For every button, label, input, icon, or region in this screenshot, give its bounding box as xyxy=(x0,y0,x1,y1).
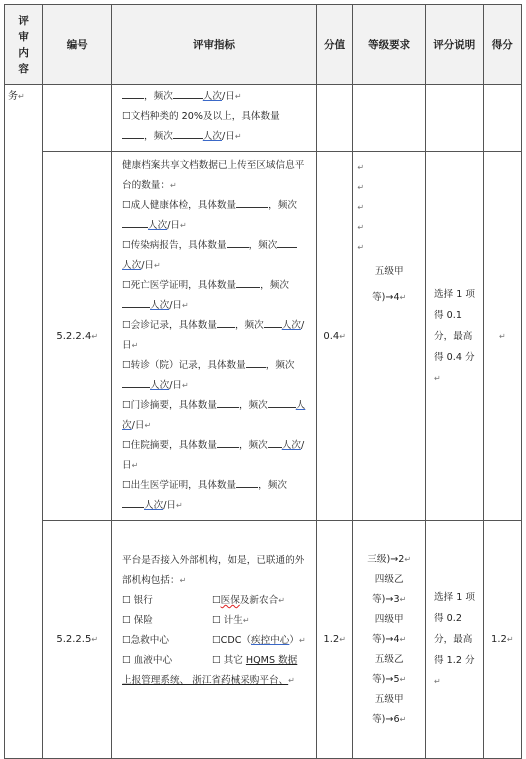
number-cell: 5.2.2.4↵ xyxy=(43,152,112,521)
list-item: ☐出生医学证明，具体数量 ，频次人次/日↵ xyxy=(122,476,306,516)
list-item: ☐成人健康体检，具体数量 ，频次人次/日↵ xyxy=(122,196,306,236)
grade-cell-continued xyxy=(353,85,426,152)
table-header-row xyxy=(5,5,522,85)
explain-cell: 选择 1 项得 0.1 分，最高得 0.4 分↵ xyxy=(426,152,484,521)
score-value: 0.4 xyxy=(323,330,340,342)
explain-text: 选择 1 项得 0.1 分，最高得 0.4 分 xyxy=(434,288,476,363)
list-item: ☐会诊记录，具体数量 ，频次 人次/日↵ xyxy=(122,316,306,356)
review-table xyxy=(4,4,522,759)
list-item: ☐住院摘要，具体数量 ，频次 人次/日↵ xyxy=(122,436,306,476)
cont-line3-post: /日 xyxy=(221,131,235,142)
score-cell-continued xyxy=(316,85,352,152)
number-cell-continued xyxy=(43,85,112,152)
header-grade: 等级要求 xyxy=(353,5,426,85)
list-item: ☐门诊摘要，具体数量 ，频次 人次/日↵ xyxy=(122,396,306,436)
grade-cell: ↵ ↵ ↵ ↵ ↵ 五级甲 等)→4↵ xyxy=(353,152,426,521)
points-cell: ↵ xyxy=(483,152,521,521)
cont-line2-text: ☐文档种类的 20%及以上，具体数量 xyxy=(122,111,280,122)
number-cell: 5.2.2.5↵ xyxy=(43,521,112,759)
indicator-cell-continued: ，频次 人次/日↵ ☐文档种类的 20%及以上，具体数量 ，频次 人次/日↵ xyxy=(112,85,317,152)
grade-line-2: 等)→4 xyxy=(372,292,400,303)
cont-line3-text: ，频次 xyxy=(144,131,173,142)
table-row-5-2-2-5 xyxy=(5,521,522,759)
indicator-intro: 平台是否接入外部机构，如是，已联通的外部机构包括： xyxy=(122,555,305,586)
review-content-text: 务 xyxy=(8,91,18,102)
list-item: ☐死亡医学证明，具体数量 ，频次人次/日↵ xyxy=(122,276,306,316)
review-content-cell: 务↵ xyxy=(5,85,43,759)
score-cell: 1.2↵ xyxy=(316,521,352,759)
grade-cell: 三级)→2↵ 四级乙 等)→3↵ 四级甲 等)→4↵ 五级乙 等)→5↵ 五级甲 等)→6↵ xyxy=(353,521,426,759)
table-row-continued xyxy=(5,85,522,152)
row-number: 5.2.2.5 xyxy=(56,634,92,645)
cont-line1-text: ，频次 xyxy=(144,91,173,102)
table-row-5-2-2-4 xyxy=(5,152,522,521)
explain-text: 选择 1 项得 0.2 分，最高得 1.2 分 xyxy=(434,592,476,666)
explain-cell-continued xyxy=(426,85,484,152)
header-explain: 评分说明 xyxy=(426,5,484,85)
indicator-cell: 健康档案共享文档数据已上传至区域信息平台的数量：↵ ☐成人健康体检，具体数量 ，频次人次/日↵ ☐传染病报告，具体数量 ，频次人次/日↵ ☐死亡医学证明，具体数量 ，频次人次/日↵ ☐会诊记录，具体数量 ，频次 人次/日↵ ☐转诊（院）记录，具体数量 ，频次人次/日↵ ☐门诊摘要，具体数量 ，频次 人次/日↵ ☐住院摘要，具体数量 ，频次 人次/日↵ ☐出生医学证明，具体数量 ，频次人次/日↵ xyxy=(112,152,317,521)
cont-line1-post: /日 xyxy=(221,91,235,102)
points-cell-continued xyxy=(483,85,521,152)
explain-cell: 选择 1 项得 0.2 分，最高得 1.2 分↵ xyxy=(426,521,484,759)
options-line: ☐急救中心 ☐CDC（疾控中心）↵ xyxy=(122,635,306,646)
cont-line1-unit: 人次 xyxy=(202,91,222,102)
score-value: 1.2 xyxy=(323,634,340,645)
cont-line3-unit: 人次 xyxy=(202,131,222,142)
points-cell: 1.2↵ xyxy=(483,521,521,759)
indicator-intro: 健康档案共享文档数据已上传至区域信息平台的数量： xyxy=(122,160,305,191)
list-item: ☐传染病报告，具体数量 ，频次人次/日↵ xyxy=(122,236,306,276)
grade-line-1: 五级甲 xyxy=(374,266,404,277)
header-number: 编号 xyxy=(43,5,112,85)
score-cell: 0.4↵ xyxy=(316,152,352,521)
options-line: ☐ 银行 ☐医保及新农合↵ xyxy=(122,595,285,606)
row-number: 5.2.2.4 xyxy=(56,330,92,342)
header-points: 得分 xyxy=(483,5,521,85)
options-line: ☐ 保险 ☐ 计生↵ xyxy=(122,615,250,626)
list-item: ☐转诊（院）记录，具体数量 ，频次人次/日↵ xyxy=(122,356,306,396)
header-indicator: 评审指标 xyxy=(112,5,317,85)
options-line: ☐ 血液中心 ☐ 其它 HQMS 数据上报管理系统、 浙江省药械采购平台、↵ xyxy=(122,655,298,686)
header-review-content: 评审内容 xyxy=(5,5,43,85)
points-value: 1.2 xyxy=(490,634,507,645)
indicator-cell: 平台是否接入外部机构，如是，已联通的外部机构包括：↵ ☐ 银行 ☐医保及新农合↵ ☐ 保险 ☐ 计生↵ ☐急救中心 ☐CDC（疾控中心）↵ ☐ 血液中心 ☐ 其它 HQMS 数据上报管理系统、 浙江省药械采购平台、↵ xyxy=(112,521,317,759)
header-score: 分值 xyxy=(316,5,352,85)
